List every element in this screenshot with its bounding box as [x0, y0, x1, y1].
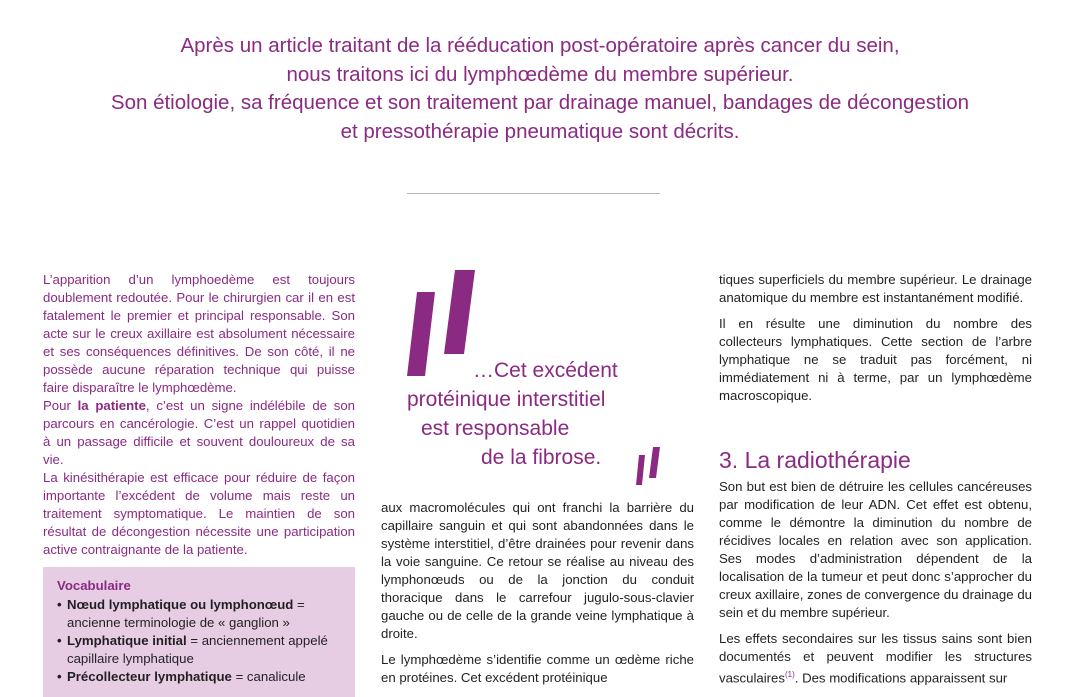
quote-stroke — [444, 270, 475, 354]
intro-line: et pressothérapie pneumatique sont décrits. — [340, 119, 740, 143]
vocabulary-definition: = anciennement appelé capillaire lymphatique — [67, 633, 328, 666]
text-span: . Des modifications apparaissent sur — [794, 670, 1008, 686]
text-span: Les effets secondaires sur les tissus sains sont bien documentés et peuvent modifier les structures vasculaires — [719, 631, 1032, 686]
column-right — [719, 271, 1032, 405]
intro-line: Son étiologie, sa fréquence et son traitement par drainage manuel, bandages de décongestion — [110, 91, 970, 114]
intro-paragraph — [0, 32, 1080, 146]
pull-quote-line: de la fibrose. — [481, 446, 602, 469]
pull-quote-line: est responsable — [421, 417, 570, 440]
pull-quote-line: …Cet excédent — [473, 359, 618, 382]
paragraph: Le lymphœdème s’identifie comme un œdème riche en protéines. Cet excédent protéinique — [381, 652, 694, 685]
section-heading: 3. La radiothérapie — [719, 447, 911, 473]
vocabulary-box — [43, 567, 355, 697]
text-span: , c’est un signe indélébile de son parcours en cancérologie. C’est un rappel quotidien à un passage difficile et souvent douloureux de sa vie. — [43, 398, 355, 467]
vocabulary-item — [57, 668, 343, 686]
reference-marker[interactable]: (1) — [784, 670, 795, 679]
separator-line — [407, 193, 660, 194]
vocabulary-term: Lymphatique initial — [67, 633, 187, 648]
quote-stroke — [407, 292, 435, 376]
vocabulary-title: Vocabulaire — [57, 578, 131, 593]
paragraph: L’apparition d’un lymphoedème est toujours doublement redoutée. Pour le chirurgien car il en est fatalement le premier et principal responsable. Son acte sur le creux axillaire est absolument nécessaire et ses conséquences définitives. De son côté, il ne possède aucune réparation technique qui puisse faire disparaître le lymphœdème. — [43, 272, 355, 395]
vocabulary-term: Précollecteur lymphatique — [67, 669, 232, 684]
paragraph: tiques superficiels du membre supérieur. Le drainage anatomique du membre est instantanément modifié. — [719, 272, 1032, 305]
emphasis: la patiente — [77, 398, 146, 413]
column-middle — [381, 499, 694, 687]
paragraph — [43, 397, 355, 469]
paragraph: Il en résulte une diminution du nombre des collecteurs lymphatiques. Cette section de l’arbre lymphatique ne se traduit pas forcément, ni immédiatement ni à terme, par un lymphœdème macroscopique. — [719, 316, 1032, 403]
column-left — [43, 271, 355, 559]
vocabulary-item — [57, 632, 343, 668]
paragraph: Son but est bien de détruire les cellules cancéreuses par modification de leur ADN. Cet effet est obtenu, comme le démontre la diminution du nombre de récidives locales en relation avec son application. Ses modes d’administration dépendent de la localisation de la tumeur et peut donc s’approcher du creux axillaire, zones de convergence du drainage du sein et du membre supérieur. — [719, 479, 1032, 620]
vocabulary-term: Nœud lymphatique ou lymphonœud — [67, 597, 294, 612]
vocabulary-definition: = ancienne terminologie de « ganglion » — [67, 597, 305, 630]
open-quote-mark-icon — [404, 268, 476, 380]
vocabulary-list — [57, 596, 343, 686]
intro-line: nous traitons ici du lymphœdème du membre supérieur. — [286, 62, 794, 86]
vocabulary-item — [57, 596, 343, 632]
intro-line: Après un article traitant de la rééducation post-opératoire après cancer du sein, — [180, 34, 900, 57]
paragraph: aux macromolécules qui ont franchi la barrière du capillaire sanguin et qui sont abandonnées dans le système interstitiel, d’être drainées pour revenir dans la voie sanguine. Ce retour se réalise au niveau des lymphonœuds ou de la jonction du conduit thoracique dans le carrefour jugulo-sous-clavier gauche ou de celle de la grande veine lymphatique à droite. — [381, 500, 694, 641]
paragraph: La kinésithérapie est efficace pour réduire de façon importante l’excédent de volume mais reste un traitement symptomatique. Le maintien de son résultat de décongestion nécessite une participation active contraignante de la patiente. — [43, 470, 355, 557]
quote-stroke — [649, 447, 660, 478]
pull-quote-line: protéinique interstitiel — [407, 388, 606, 411]
quote-stroke — [636, 455, 645, 485]
column-right-continued — [719, 478, 1032, 687]
paragraph — [719, 630, 1032, 687]
close-quote-mark-icon — [634, 445, 664, 487]
vocabulary-definition: = canalicule — [231, 669, 306, 684]
text-span: Pour — [43, 398, 78, 413]
